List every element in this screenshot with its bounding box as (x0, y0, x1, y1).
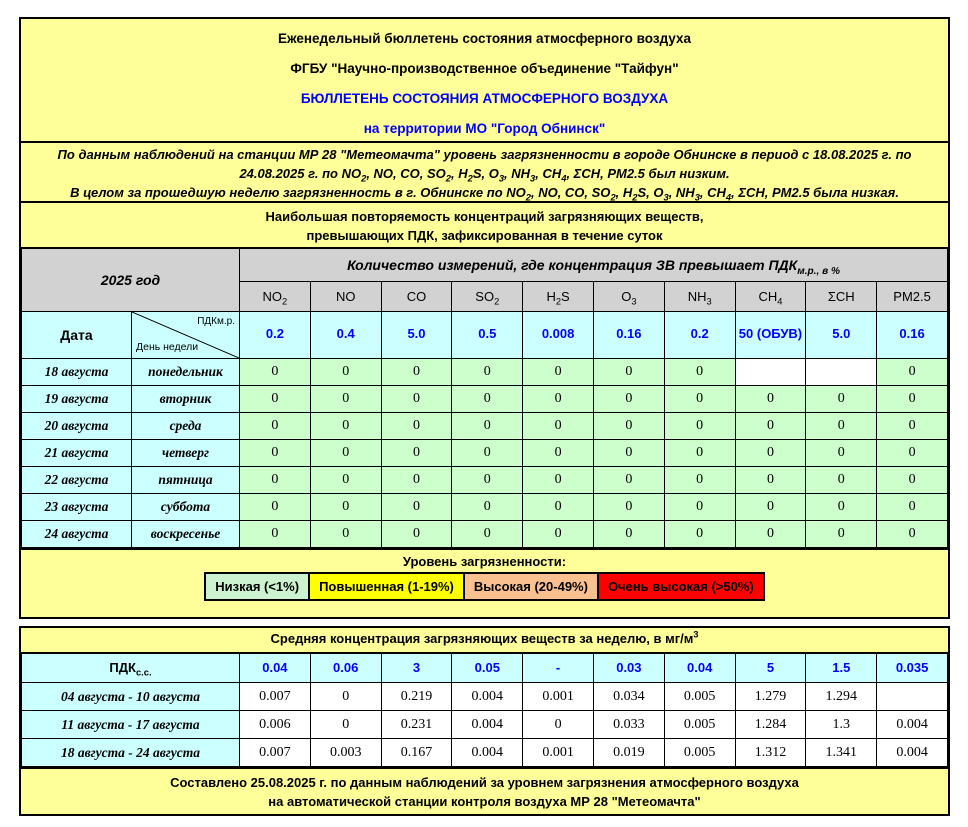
measurement-cell: 0 (806, 412, 877, 439)
measurement-cell: 0 (593, 385, 664, 412)
measurement-cell: 0 (664, 493, 735, 520)
weekday-cell: суббота (132, 493, 240, 520)
pdk-mr-value-cell: 0.5 (452, 311, 523, 358)
week-range-cell: 11 августа - 17 августа (22, 711, 240, 739)
measurement-cell: 0 (240, 493, 311, 520)
avg-value-cell: 1.294 (806, 683, 877, 711)
daily-measurement-rows (22, 358, 948, 547)
measurement-cell: 0 (452, 358, 523, 385)
day-of-week-label: День недели (136, 340, 199, 353)
measurement-cell: 0 (240, 439, 311, 466)
measurement-cell: 0 (877, 520, 948, 547)
year-cell: 2025 год (22, 248, 240, 311)
avg-value-cell: 0.005 (664, 683, 735, 711)
avg-value-cell: 0.219 (381, 683, 452, 711)
max-recurrence-title-line2: превышающих ПДК, зафиксированная в течение суток (306, 228, 663, 243)
avg-value-cell: 0 (523, 711, 594, 739)
pdk-ss-value-cell: 0.03 (593, 653, 664, 683)
day-row (22, 439, 948, 466)
pdk-mr-value-cell: 0.2 (240, 311, 311, 358)
measurement-cell: 0 (381, 466, 452, 493)
avg-value-cell: 0 (310, 683, 381, 711)
max-recurrence-title (21, 201, 948, 247)
legend-item: Очень высокая (>50%) (597, 572, 765, 601)
measurement-cell: 0 (735, 412, 806, 439)
measurement-cell: 0 (452, 493, 523, 520)
pdk-ss-value-cell: 1.5 (806, 653, 877, 683)
pdk-ss-value-cell: 5 (735, 653, 806, 683)
pollutant-column-header: $H_2S$ (523, 281, 594, 311)
measurement-cell: 0 (593, 439, 664, 466)
avg-value-cell: 0.005 (664, 711, 735, 739)
measurements-header: Количество измерений, где концентрация ЗВ превышает $ПДК_{м.р., в \%}$ (240, 248, 948, 281)
measurement-cell: 0 (593, 412, 664, 439)
block-gap (19, 619, 950, 626)
organization-title: ФГБУ "Научно-производственное объединение "Тайфун" (290, 61, 679, 76)
weekly-average-table (21, 652, 948, 768)
measurement-cell: 0 (877, 412, 948, 439)
pdk-ss-value-cell: 0.06 (310, 653, 381, 683)
avg-value-cell: 0.231 (381, 711, 452, 739)
avg-value-cell: 0.004 (877, 739, 948, 767)
measurement-cell: 0 (877, 466, 948, 493)
measurement-cell: 0 (310, 493, 381, 520)
week-row (22, 739, 948, 767)
date-cell: 22 августа (22, 466, 132, 493)
day-row (22, 493, 948, 520)
measurement-cell: 0 (806, 439, 877, 466)
measurement-cell (735, 358, 806, 385)
day-row (22, 466, 948, 493)
bulletin-document (19, 17, 950, 816)
measurement-cell: 0 (240, 412, 311, 439)
avg-value-cell: 0.004 (452, 711, 523, 739)
avg-value-cell: 0.001 (523, 739, 594, 767)
weekly-average-block (19, 626, 950, 817)
pdk-ss-value-cell: - (523, 653, 594, 683)
measurement-cell: 0 (240, 466, 311, 493)
avg-value-cell: 0.004 (877, 711, 948, 739)
measurement-cell: 0 (664, 520, 735, 547)
measurement-cell: 0 (664, 439, 735, 466)
avg-value-cell: 0.033 (593, 711, 664, 739)
avg-value-cell: 0.004 (452, 739, 523, 767)
avg-value-cell: 0.003 (310, 739, 381, 767)
territory-title: на территории МО "Город Обнинск" (363, 121, 606, 136)
measurement-cell: 0 (877, 439, 948, 466)
measurement-cell: 0 (664, 412, 735, 439)
week-row (22, 711, 948, 739)
summary-block (21, 141, 948, 201)
avg-value-cell: 1.284 (735, 711, 806, 739)
day-row (22, 385, 948, 412)
measurement-cell: 0 (240, 385, 311, 412)
measurement-cell: 0 (735, 385, 806, 412)
measurement-cell: 0 (381, 385, 452, 412)
pdk-mr-value-cell: 0.16 (877, 311, 948, 358)
pdk-mr-value-cell: 0.16 (593, 311, 664, 358)
weekly-average-rows (22, 683, 948, 767)
measurement-cell: 0 (523, 439, 594, 466)
pollutant-column-header: $NH_3$ (664, 281, 735, 311)
pdk-mr-value-cell: 0.4 (310, 311, 381, 358)
measurement-cell: 0 (664, 385, 735, 412)
measurement-cell: 0 (877, 358, 948, 385)
week-range-cell: 18 августа - 24 августа (22, 739, 240, 767)
pollutant-column-header: ΣCH (806, 281, 877, 311)
measurement-cell: 0 (310, 385, 381, 412)
date-cell: 19 августа (22, 385, 132, 412)
avg-value-cell: 1.341 (806, 739, 877, 767)
measurement-cell: 0 (806, 493, 877, 520)
measurement-cell: 0 (806, 466, 877, 493)
header-block (21, 19, 948, 141)
day-row (22, 412, 948, 439)
measurement-cell: 0 (877, 385, 948, 412)
pdk-mr-value-cell: 0.008 (523, 311, 594, 358)
date-cell: 21 августа (22, 439, 132, 466)
bulletin-main-title: БЮЛЛЕТЕНЬ СОСТОЯНИЯ АТМОСФЕРНОГО ВОЗДУХА (300, 91, 669, 106)
legend-title: Уровень загрязненности: (402, 553, 567, 569)
pollutant-column-header: $SO_2$ (452, 281, 523, 311)
avg-value-cell: 0.007 (240, 683, 311, 711)
date-cell: 24 августа (22, 520, 132, 547)
avg-value-cell: 1.312 (735, 739, 806, 767)
legend-row (204, 572, 765, 601)
measurement-cell: 0 (381, 493, 452, 520)
week-range-cell: 04 августа - 10 августа (22, 683, 240, 711)
measurement-cell: 0 (310, 466, 381, 493)
week-row (22, 683, 948, 711)
measurement-cell: 0 (452, 439, 523, 466)
day-row (22, 358, 948, 385)
weekday-cell: пятница (132, 466, 240, 493)
avg-value-cell: 0.167 (381, 739, 452, 767)
measurement-cell: 0 (593, 493, 664, 520)
avg-value-cell: 0.007 (240, 739, 311, 767)
measurement-cell: 0 (593, 466, 664, 493)
weekday-cell: понедельник (132, 358, 240, 385)
pollutant-column-header: NO (310, 281, 381, 311)
date-cell: 23 августа (22, 493, 132, 520)
footer-note (21, 767, 948, 814)
measurement-cell: 0 (452, 385, 523, 412)
measurement-cell: 0 (593, 358, 664, 385)
measurement-cell: 0 (452, 466, 523, 493)
avg-value-cell: 0.001 (523, 683, 594, 711)
max-recurrence-title-line1: Наибольшая повторяемость концентраций загрязняющих веществ, (265, 209, 704, 224)
measurements-table (21, 247, 948, 548)
measurement-cell: 0 (593, 520, 664, 547)
measurement-cell: 0 (310, 439, 381, 466)
measurement-cell: 0 (381, 439, 452, 466)
measurement-cell: 0 (877, 493, 948, 520)
pdk-ss-value-cell: 0.04 (240, 653, 311, 683)
measurement-cell: 0 (240, 520, 311, 547)
measurement-cell: 0 (452, 520, 523, 547)
weekday-cell: вторник (132, 385, 240, 412)
avg-value-cell: 1.3 (806, 711, 877, 739)
measurement-cell: 0 (381, 412, 452, 439)
pdk-mr-value-cell: 5.0 (806, 311, 877, 358)
measurement-cell: 0 (806, 385, 877, 412)
pdk-ss-value-cell: 0.04 (664, 653, 735, 683)
measurement-cell: 0 (523, 412, 594, 439)
weekday-cell: воскресенье (132, 520, 240, 547)
measurement-cell: 0 (523, 493, 594, 520)
pdk-ss-row (22, 653, 948, 683)
measurement-cell: 0 (735, 466, 806, 493)
date-cell: 18 августа (22, 358, 132, 385)
legend-item: Низкая (<1%) (204, 572, 310, 601)
pdk-ss-value-cell: 0.035 (877, 653, 948, 683)
pollutant-column-header: $NO_2$ (240, 281, 311, 311)
date-cell: 20 августа (22, 412, 132, 439)
footer-line1: Составлено 25.08.2025 г. по данным наблюдений за уровнем загрязнения атмосферного воздуха (170, 775, 799, 790)
measurement-cell: 0 (523, 466, 594, 493)
measurement-cell: 0 (310, 412, 381, 439)
pdk-mr-label: ПДКм.р. (197, 315, 235, 327)
day-row (22, 520, 948, 547)
legend-item: Повышенная (1-19%) (308, 572, 465, 601)
measurement-cell: 0 (310, 520, 381, 547)
footer-line2: на автоматической станции контроля воздуха МР 28 "Метеомачта" (268, 794, 701, 809)
pdk-ss-cell: $ПДК_{с.с.}$ (22, 653, 240, 683)
weekday-cell: четверг (132, 439, 240, 466)
pdk-mr-diagonal-cell (132, 311, 240, 358)
main-block (19, 17, 950, 619)
measurement-cell: 0 (735, 520, 806, 547)
avg-value-cell (877, 683, 948, 711)
measurement-cell: 0 (806, 520, 877, 547)
measurement-cell: 0 (735, 493, 806, 520)
date-header-cell: Дата (22, 311, 132, 358)
pollutant-column-header: $O_3$ (593, 281, 664, 311)
measurement-cell: 0 (240, 358, 311, 385)
pdk-mr-value-cell: 50 (ОБУВ) (735, 311, 806, 358)
pdk-mr-value-cell: 0.2 (664, 311, 735, 358)
summary-paragraph-2: В целом за прошедшую неделю загрязненность в г. Обнинске по $NO_2$, NO, CO, $SO_2$, $H_2S$, $O_3$, $NH_3$, $CH_4$, ΣCH, PM2.5 была низкая. (70, 185, 899, 203)
pollutant-column-header: $CH_4$ (735, 281, 806, 311)
measurement-cell: 0 (452, 412, 523, 439)
pdk-ss-value-cell: 3 (381, 653, 452, 683)
measurement-cell: 0 (381, 520, 452, 547)
avg-value-cell: 1.279 (735, 683, 806, 711)
summary-paragraph-1: По данным наблюдений на станции МР 28 "Метеомачта" уровень загрязненности в городе Обнинске в период с 18.08.2025 г. по 24.08.2025 г. по $NO_2$, NO, CO, $SO_2$, $H_2S$, $O_3$, $NH_3$, $CH_4$, ΣCH, PM2.5 был низким. (57, 147, 912, 184)
pdk-mr-value-cell: 5.0 (381, 311, 452, 358)
legend-item: Высокая (20-49%) (463, 572, 599, 601)
measurement-cell: 0 (664, 466, 735, 493)
avg-value-cell: 0.019 (593, 739, 664, 767)
avg-value-cell: 0 (310, 711, 381, 739)
pollution-level-legend (21, 548, 948, 617)
measurement-cell: 0 (523, 520, 594, 547)
pollutant-column-header: CO (381, 281, 452, 311)
weekly-avg-title: Средняя концентрация загрязняющих веществ за неделю, в $мг/м^3$ (270, 629, 699, 646)
measurement-cell: 0 (664, 358, 735, 385)
measurement-cell: 0 (523, 358, 594, 385)
avg-value-cell: 0.006 (240, 711, 311, 739)
measurement-cell (806, 358, 877, 385)
pdk-ss-value-cell: 0.05 (452, 653, 523, 683)
pollutant-column-header: PM2.5 (877, 281, 948, 311)
avg-value-cell: 0.005 (664, 739, 735, 767)
measurement-cell: 0 (310, 358, 381, 385)
pdk-mr-row (22, 311, 948, 358)
measurement-cell: 0 (381, 358, 452, 385)
measurement-cell: 0 (523, 385, 594, 412)
avg-value-cell: 0.034 (593, 683, 664, 711)
bulletin-title-line1: Еженедельный бюллетень состояния атмосферного воздуха (277, 31, 691, 46)
measurement-cell: 0 (735, 439, 806, 466)
avg-value-cell: 0.004 (452, 683, 523, 711)
weekday-cell: среда (132, 412, 240, 439)
